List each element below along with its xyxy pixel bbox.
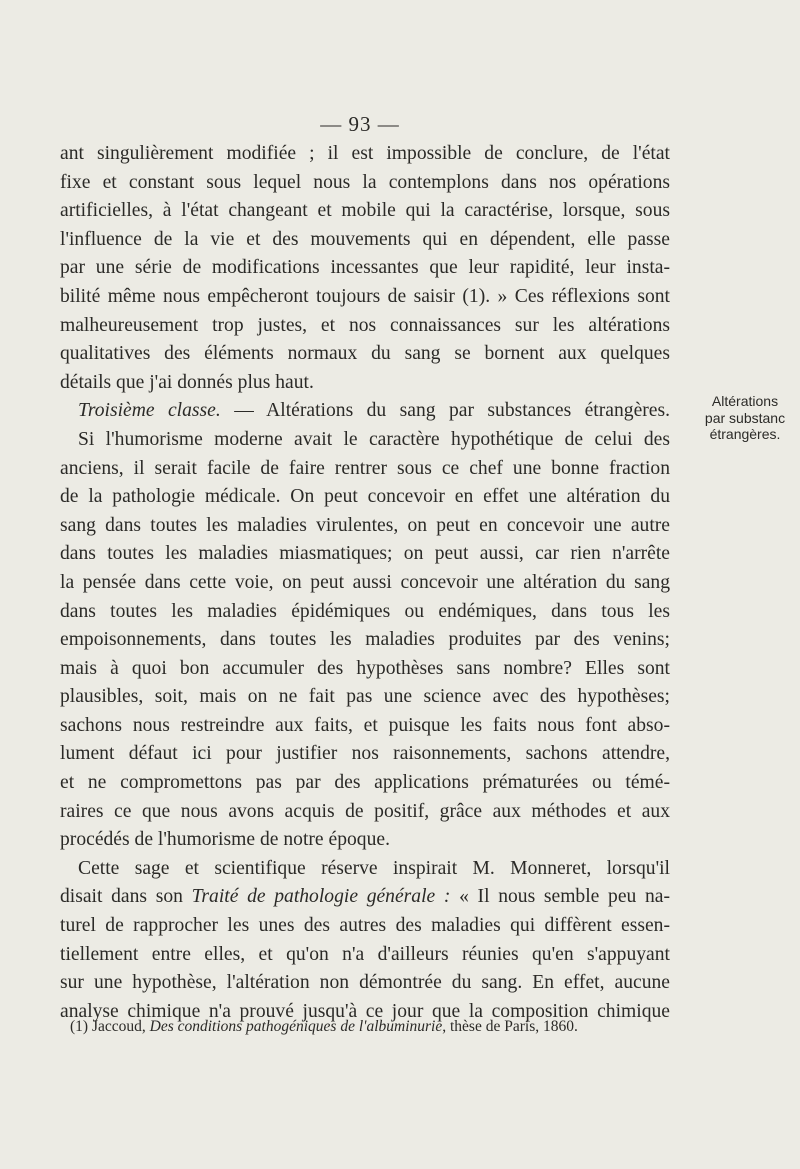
italic-text-run: Traité de pathologie générale : xyxy=(191,886,451,908)
text-line: sur une hypothèse, l'altération non démontrée du sang. En effet, aucune xyxy=(60,972,670,994)
footnote-title: Des conditions pathogéniques de l'albuminurie xyxy=(149,1018,443,1035)
text-line: tiellement entre elles, et qu'on n'a d'ailleurs réunies qu'en s'appuyant xyxy=(60,943,670,965)
footnote-text: , thèse de Paris, 1860. xyxy=(442,1018,578,1035)
text-line: Cette sage et scientifique réserve inspirait M. Monneret, lorsqu'il xyxy=(78,857,670,879)
text-line xyxy=(60,883,670,912)
text-line: empoisonnements, dans toutes les maladies produites par des venins; xyxy=(60,629,670,651)
text-line: anciens, il serait facile de faire rentrer sous ce chef une bonne fraction xyxy=(60,457,670,479)
text-line: qualitatives des éléments normaux du sang se bornent aux quelques xyxy=(60,343,670,365)
text-line: l'influence de la vie et des mouvements qui en dépendent, elle passe xyxy=(60,228,670,250)
text-line: mais à quoi bon accumuler des hypothèses sans nombre? Elles sont xyxy=(60,657,670,679)
text-line: ant singulièrement modifiée ; il est impossible de conclure, de l'état xyxy=(60,143,670,164)
text-line: procédés de l'humorisme de notre époque. xyxy=(60,829,390,851)
text-line: malheureusement trop justes, et nos connaissances sur les altérations xyxy=(60,314,670,336)
text-line: de la pathologie médicale. On peut concevoir en effet une altération du xyxy=(60,486,670,508)
margin-note-line: étrangères. xyxy=(709,426,781,442)
text-line: analyse chimique n'a prouvé jusqu'à ce jour que la composition chimique xyxy=(60,1000,670,1022)
text-line: plausibles, soit, mais on ne fait pas une science avec des hypothèses; xyxy=(60,686,670,708)
text-line: Si l'humorisme moderne avait le caractère hypothétique de celui des xyxy=(78,428,670,450)
text-line: par une série de modifications incessantes que leur rapidité, leur insta- xyxy=(60,257,670,279)
text-line: sachons nous restreindre aux faits, et puisque les faits nous font abso- xyxy=(60,714,670,736)
margin-note xyxy=(690,393,800,443)
page-number: — 93 — xyxy=(320,112,400,136)
text-line: la pensée dans cette voie, on peut aussi concevoir une altération du sang xyxy=(60,571,670,593)
margin-note-line: par substanc xyxy=(704,409,786,426)
text-line: dans toutes les maladies miasmatiques; on peut aussi, car rien n'arrête xyxy=(60,543,670,565)
text-line: et ne compromettons pas par des applications prématurées ou témé- xyxy=(60,772,670,794)
text-line xyxy=(60,397,670,426)
text-line: turel de rapprocher les unes des autres des maladies qui diffèrent essen- xyxy=(60,915,670,937)
footnote xyxy=(70,1018,578,1036)
text-run: disait dans son xyxy=(60,886,192,908)
text-line: dans toutes les maladies épidémiques ou endémiques, dans tous les xyxy=(60,600,670,622)
text-line: sang dans toutes les maladies virulentes, on peut en concevoir une autre xyxy=(60,514,670,536)
text-line: lument défaut ici pour justifier nos raisonnements, sachons attendre, xyxy=(60,743,670,765)
body-text xyxy=(60,140,670,1026)
text-line: bilité même nous empêcheront toujours de saisir (1). » Ces réflexions sont xyxy=(60,285,670,307)
text-line: raires ce que nous avons acquis de positif, grâce aux méthodes et aux xyxy=(60,800,670,822)
text-line: artificielles, à l'état changeant et mobile qui la caractérise, lorsque, sous xyxy=(60,200,670,222)
italic-text-run: Troisième classe. xyxy=(78,400,221,422)
margin-note-line: Altérations xyxy=(711,393,779,409)
text-run: « Il nous semble peu na- xyxy=(450,886,671,908)
footnote-text: (1) Jaccoud, xyxy=(70,1018,150,1035)
text-line: détails que j'ai donnés plus haut. xyxy=(60,371,314,393)
text-line: fixe et constant sous lequel nous la contemplons dans nos opérations xyxy=(60,171,670,193)
text-run: — Altérations du sang par substances étrangères. xyxy=(220,400,671,422)
